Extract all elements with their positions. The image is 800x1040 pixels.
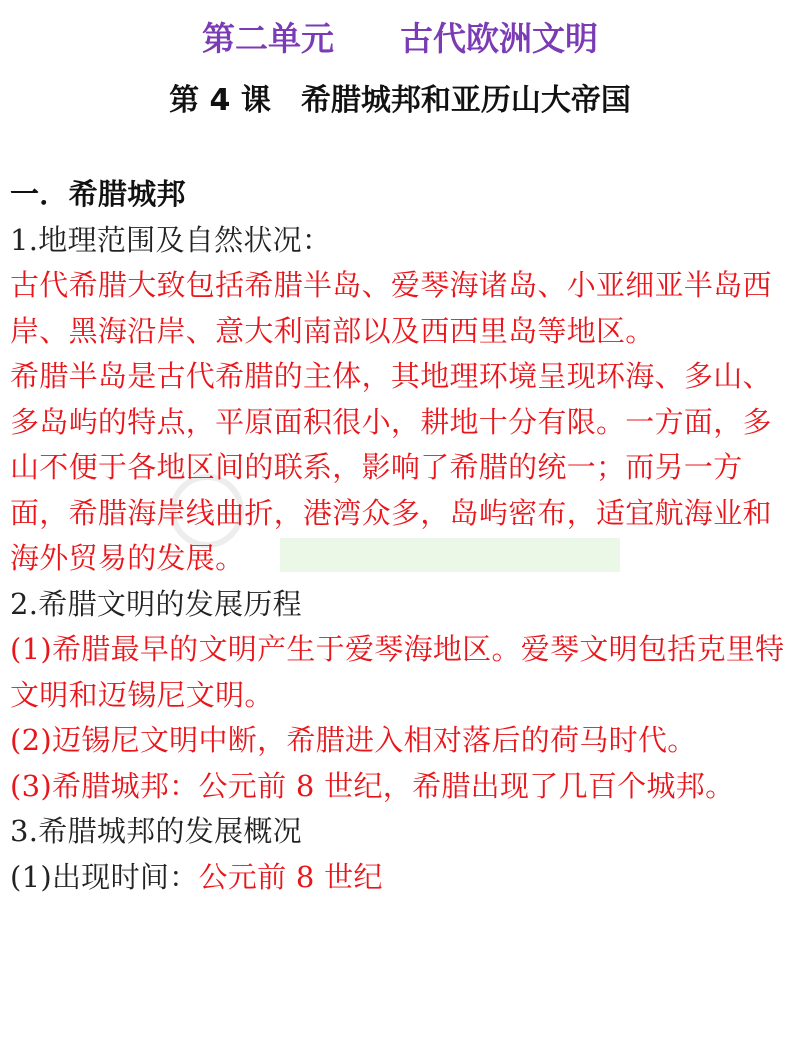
subheading-geography: 1.地理范围及自然状况： xyxy=(10,222,332,257)
subheading-development: 2.希腊文明的发展历程 xyxy=(10,586,302,621)
paragraph-development-3: (3)希腊城邦：公元前 8 世纪，希腊出现了几百个城邦。 xyxy=(10,768,735,803)
appearance-time-label: (1)出现时间： xyxy=(10,859,199,894)
lesson-content xyxy=(10,172,792,900)
paragraph-geography-scope: 古代希腊大致包括希腊半岛、爱琴海诸岛、小亚细亚半岛西岸、黑海沿岸、意大利南部以及西西里岛等地区。 xyxy=(10,268,772,348)
paragraph-development-2: (2)迈锡尼文明中断，希腊进入相对落后的荷马时代。 xyxy=(10,723,697,757)
unit-title: 第二单元 古代欧洲文明 xyxy=(202,19,598,58)
section-heading: 一．希腊城邦 xyxy=(10,177,186,211)
paragraph-appearance-time xyxy=(10,855,792,901)
paragraph-development-1: (1)希腊最早的文明产生于爱琴海地区。爱琴文明包括克里特文明和迈锡尼文明。 xyxy=(10,632,785,712)
paragraph-geography-features: 希腊半岛是古代希腊的主体，其地理环境呈现环海、多山、多岛屿的特点，平原面积很小，耕地十分有限。一方面，多山不便于各地区间的联系，影响了希腊的统一；而另一方面，希腊海岸线曲折，港湾众多，岛屿密布，适宜航海业和海外贸易的发展。 xyxy=(10,359,772,575)
appearance-time-value: 公元前 8 世纪 xyxy=(198,859,383,894)
lesson-title: 第 4 课 希腊城邦和亚历山大帝国 xyxy=(169,83,631,118)
subheading-city-states: 3.希腊城邦的发展概况 xyxy=(10,814,302,848)
